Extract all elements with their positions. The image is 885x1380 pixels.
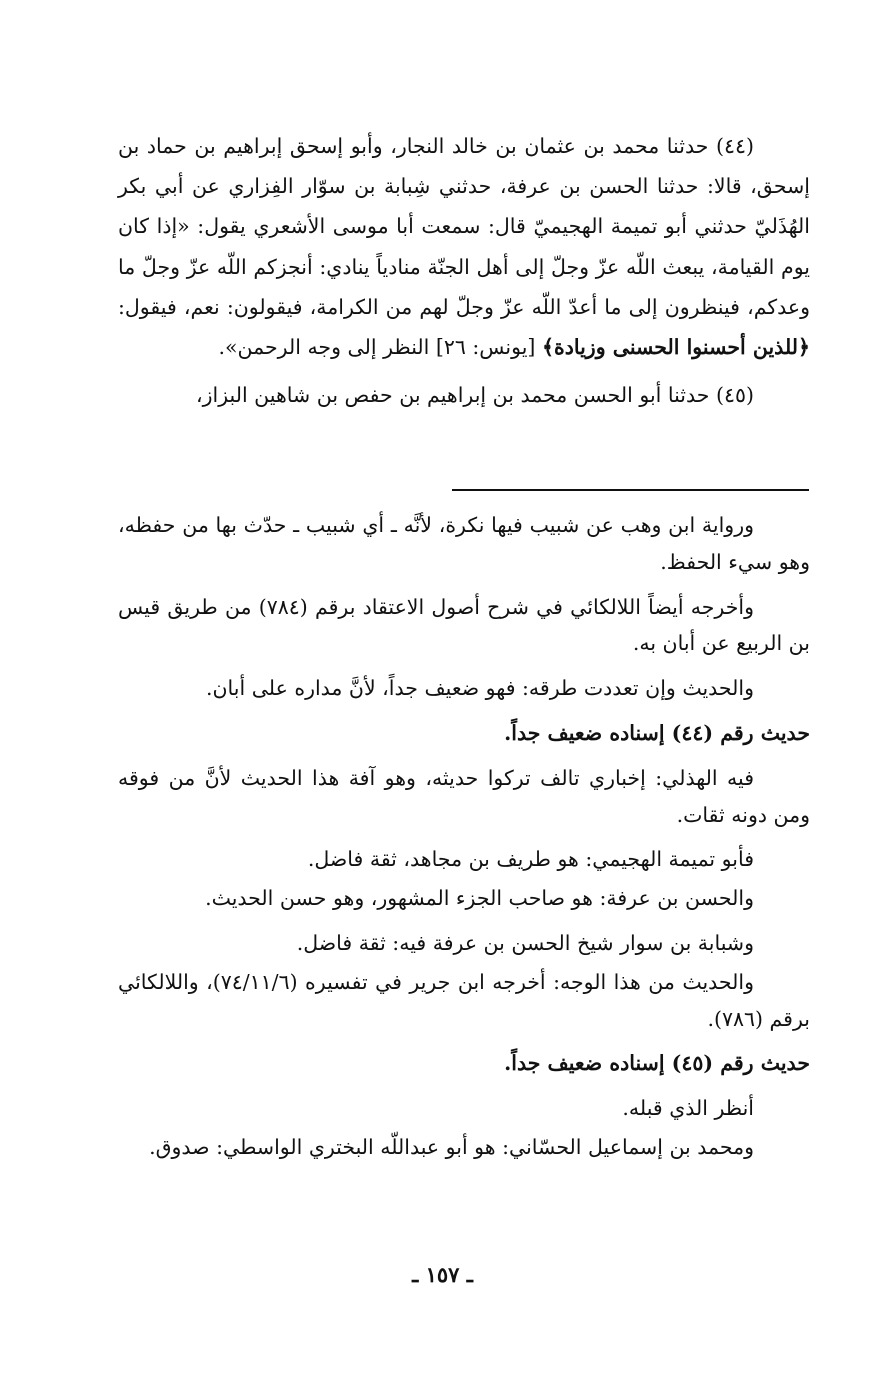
main-text [118,126,810,423]
footnote-separator [452,489,809,491]
hadith-44-ending: [يونس: ٢٦] النظر إلى وجه الرحمن». [218,335,536,360]
note-paragraph-2: وأخرجه أيضاً اللالكائي في شرح أصول الاعتقاد برقم (٧٨٤) من طريق قيس بن الربيع عن أبان به. [118,594,810,656]
note-paragraph-9: أنظر الذي قبله. [622,1096,754,1121]
heading-hadith-45: حديث رقم (٤٥) إسناده ضعيف جداً. [504,1051,810,1076]
note-paragraph-4: فيه الهذلي: إخباري تالف تركوا حديثه، وهو آفة هذا الحديث لأنَّ من فوقه ومن دونه ثقات. [118,765,810,827]
note-paragraph-1: ورواية ابن وهب عن شبيب فيها نكرة، لأنَّه ـ أي شبيب ـ حدّث بها من حفظه، وهو سيء الحفظ. [118,513,810,574]
note-paragraph-7: وشبابة بن سوار شيخ الحسن بن عرفة فيه: ثقة فاضل. [296,930,754,955]
note-paragraph-10: ومحمد بن إسماعيل الحسّاني: هو أبو عبداللّه البختري الواسطي: صدوق. [149,1134,754,1159]
heading-hadith-44: حديث رقم (٤٤) إسناده ضعيف جداً. [504,720,810,745]
quran-quote: ﴿للذين أحسنوا الحسنى وزيادة﴾ [541,335,810,360]
footnotes [118,507,810,1174]
note-paragraph-5: فأبو تميمة الهجيمي: هو طريف بن مجاهد، ثقة فاضل. [307,847,754,872]
note-paragraph-3: والحديث وإن تعددت طرقه: فهو ضعيف جداً، لأنَّ مداره على أبان. [205,676,754,701]
hadith-44-paragraph [118,126,810,367]
page-number: ـ ١٥٧ ـ [412,1262,473,1287]
hadith-44-text: (٤٤) حدثنا محمد بن عثمان بن خالد النجار، وأبو إسحق إبراهيم بن حماد بن إسحق، قالا: حدثنا الحسن بن عرفة، حدثني شِبابة بن سوّار الفِزاري عن أبي بكر الهُذَليّ حدثني أبو تميمة الهجيميّ قال: سمعت أبا موسى الأشعري يقول: «إذا كان يوم القيامة، يبعث اللّه عزّ وجلّ إلى أهل الجنّة منادياً ينادي: أنجزكم اللّه عزّ وجلّ ما وعدكم، فينظرون إلى ما أعدّ اللّه عزّ وجلّ لهم من الكرامة، فيقولون: نعم، فيقول: [118,134,810,319]
note-paragraph-8: والحديث من هذا الوجه: أخرجه ابن جرير في تفسيره (٧٤/١١/٦)، واللالكائي برقم (٧٨٦). [118,969,810,1031]
note-paragraph-6: والحسن بن عرفة: هو صاحب الجزء المشهور، وهو حسن الحديث. [205,886,754,911]
hadith-45-paragraph: (٤٥) حدثنا أبو الحسن محمد بن إبراهيم بن حفص بن شاهين البزاز، [196,383,754,408]
